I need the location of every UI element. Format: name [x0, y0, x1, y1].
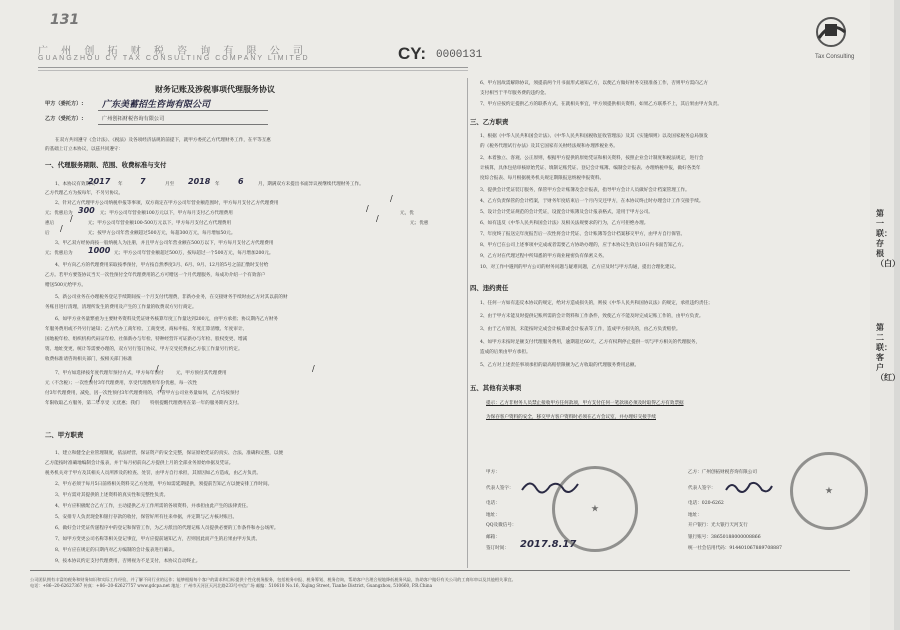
sig-a-date-handwritten: 2017.8.17 — [520, 539, 577, 550]
clause-4-1: 1、任何一方如有违反本协议的规定，给对方造成损失的，则按《中华人民共和国协议法》的规定，承担违约责任； — [480, 301, 713, 306]
footer-company-description: 公司团队拥有丰富的税务和财务知识和实际工作经验，并了解不同行业的运作；能够根据每个客户的需求和目标提供个性化税务服务，包括税务申报、税务筹划、税务咨询，帮助客户合理合规地降低税务风险，协助客户做好有关公司的工商年审以及其他相关事宜。 — [30, 577, 516, 582]
clause-1-3-c: 元；甲方公司年营业额超过500万，按每超过一个500万元，每月增加200元。 — [114, 251, 274, 256]
party-b-company-seal: ★ — [790, 452, 868, 530]
clause-3-2: 2、本着独立、客观、公正原则，根据甲方提供的原始凭证和相关资料，按照企业会计制度和税法规定，进行会 — [480, 156, 704, 161]
clause-1-2-e: 惠后 — [45, 221, 55, 226]
serial-number: 0000131 — [436, 49, 483, 61]
intro-line-1: 在双方共同遵守《会计法》、《税法》及各项经济法规的前提下，就甲方委托乙方代理财务工作，在平等互惠 — [55, 138, 271, 143]
clause-1-1-b: 年 — [118, 182, 123, 187]
section-5-heading: 五、其他有关事项 — [470, 384, 522, 392]
notice-payment: 提示：乙方非财务人员禁止接收甲方任何款项，甲方支付任何一笔款项必须及时取得乙方有效票据 — [486, 401, 684, 406]
clause-4-4-b: 造成的后果由甲方承担。 — [480, 350, 531, 355]
check-mark: / — [312, 364, 315, 373]
party-b-label: 乙方（受托方）: — [45, 116, 84, 122]
sig-a-qq-label: QQ及微信号： — [486, 523, 517, 528]
clause-2-6: 6、做好会计凭证传递程序中的登记和保管工作，为乙方派出的代理记账人员提供必要的工作条件和办公场所。 — [55, 526, 279, 531]
check-mark: / — [390, 194, 393, 203]
clause-3-9: 9、乙方对在代理过程中所知悉的甲方商业秘密负有保密义务。 — [480, 254, 607, 259]
sig-b-addr-label: 地址： — [688, 513, 702, 518]
copy-designation-strip — [870, 0, 900, 630]
party-a-company-seal: ★ — [552, 466, 638, 552]
clause-1-5-a: 5、新公司业务在办理税务登记手续期间按一个月支付代理费，非新办业务，在交接财务手续时由乙方对其以前的财 — [55, 295, 288, 300]
clause-3-3: 3、提供会计凭证装订服务，保管甲方会计账簿及会计报表，指导甲方会计人员做好会计档案管理工作。 — [480, 188, 690, 193]
sig-b-rep-label: 代表人签字： — [688, 486, 716, 491]
clause-1-1-f: 乙方代理乙方为按每年，不另另协议。 — [45, 191, 124, 196]
header-divider-2 — [38, 70, 468, 71]
clause-1-3-b: 元；优惠后为 — [45, 251, 73, 256]
company-name-cn: 广 州 创 拓 财 税 咨 询 有 限 公 司 — [38, 46, 308, 57]
clause-1-7-e: 元优惠；我们 — [112, 401, 140, 406]
footer-contact: 电话：+86--20-62627367 传真：+86--20-62627757 www.gdcpa.net 地址：广州市天河区天河北路233号中信广场 邮编：510610 No.16, Xujing Street, Tianhe District, Guangzhou, 510660, P.R.China — [30, 583, 433, 588]
clause-ctd-6: 6、甲方因故需解除协议，须提前两个月书面形式通知乙方，以便乙方做好财务交接准备工作，否则甲方需向乙方 — [480, 81, 709, 86]
clause-1-1-d: 年 — [215, 182, 220, 187]
clause-1-4-b: 乙方。若甲方要签协议当天一次性预付全年代理费用的乙方可赠送一个月代理服务，每成功介绍一个有效客户 — [45, 273, 266, 278]
sig-a-addr-label: 地址： — [486, 513, 500, 518]
clause-2-1: 1、建立和健全企业管理制度，依法经营，保证资产的安全完整，保证原始凭证的真实、合法、准确和完整，以便 — [55, 451, 284, 456]
section-2-heading: 二、甲方职责 — [45, 431, 84, 439]
company-name-en: GUANGZHOU CY TAX CONSULTING COMPANY LIMITED — [38, 55, 310, 62]
clause-1-7-a: 7、甲方如选择按年度代理年预付方式，甲方每年预付 — [55, 371, 164, 376]
clause-1-4-c: 赠送500元给甲方。 — [45, 283, 86, 288]
sig-a-date-label: 签订时间： — [486, 546, 509, 551]
footer — [30, 577, 850, 589]
clause-1-2-d: 元，优 — [400, 211, 414, 216]
clause-1-2-h: 后 — [45, 231, 50, 236]
clause-1-5-b: 务账目进行清理，清理所发生的费用及产生的工作量的收费双方另行商定。 — [45, 305, 197, 310]
clause-1-3-a: 3、甲乙双方经协商按一般纳税人为注册，并且甲方公司年营业额在500万以下，甲方每月支付乙方代理费用 — [55, 241, 274, 246]
check-mark: / — [376, 214, 379, 223]
sig-b-account: 银行账号：38650188000008866 — [688, 535, 761, 540]
clause-1-1-e: 月，期满双方未提出书面异议视继续代理财务工作。 — [258, 182, 364, 187]
clause-2-4: 4、甲方应积极配合乙方工作，主动提供乙方工作所需的各项资料，并承担由此产生的法律责任。 — [55, 504, 251, 509]
clause-3-4: 4、乙方负责保管的会计档案，于财务年度结束后一个月内交还甲方，在本协议终止时办理会计工作交接手续。 — [480, 199, 704, 204]
clause-4-2: 2、由于甲方未能及时提供记账所需的会计资料和工作条件，致使乙方不能及时完成记账工作的，由甲方负责。 — [480, 314, 704, 319]
clause-3-2-b: 计核算，具体包括审核原始凭证、填制记账凭证、登记会计账簿、编制会计报表、办理纳税申报，做好各类年 — [480, 166, 701, 171]
end-month-handwritten: 6 — [238, 177, 244, 186]
clause-1-7-b: 元（不含税）；一次性预付3年代理费用，享受代理费用年份优惠，每一次性 — [45, 381, 198, 386]
check-mark: / — [366, 204, 369, 213]
intro-line-2: 的基础上订立本协议，以兹共同遵守： — [45, 147, 124, 152]
check-mark: / — [160, 384, 163, 393]
clause-3-1-b: 的《税务代理试行办法》及其它国家有关财经法规和办理涉税业务。 — [480, 144, 618, 149]
party-a-value: 广东美蓄招生咨询有限公司 — [102, 100, 211, 110]
check-mark: / — [98, 394, 101, 403]
fee-handwritten: 1000 — [88, 246, 111, 255]
clause-3-10: 10、对工作中遇到的甲方公司的财务问题与疑难问题，乙方应及时与甲方沟通，提出合理化建议。 — [480, 265, 679, 270]
sig-b-tel: 电话：020-6262 — [688, 501, 724, 506]
clause-4-3: 3、由于乙方原因，未能按时完成会计核算或会计报表等工作，造成甲方损失的，由乙方负责赔偿。 — [480, 327, 681, 332]
section-4-heading: 四、违约责任 — [470, 284, 509, 292]
clause-1-2-c: 元；甲方公司年营业额100万元以下，甲方每月支付乙方代理费用 — [100, 211, 233, 216]
start-year-handwritten: 2017 — [88, 177, 111, 186]
clause-2-2: 2、甲方必须于每月5日前将相关资料交乙方处理，甲方如需延期提供，须提前告知乙方以便安排工作时间。 — [55, 482, 273, 487]
party-b-signature-icon — [724, 478, 774, 498]
clause-1-2-i: 元；按甲方公司年营业额超过500万元，每超300万元，每月增加50元。 — [88, 231, 236, 236]
clause-1-1-c: 月至 — [165, 182, 175, 187]
clause-3-6: 6、如有违反《中华人民共和国会计法》及相关法规要求的行为，乙方可拒绝办理。 — [480, 221, 649, 226]
start-month-handwritten: 7 — [140, 177, 146, 186]
clause-1-7-d: 年限收取乙方服务，第二年享受 — [45, 401, 110, 406]
clause-3-2-c: 度综合报表、每月根据税务机关规定期限报送纳税申报资料。 — [480, 176, 605, 181]
party-a-underline — [98, 110, 268, 111]
column-divider — [467, 78, 468, 568]
clause-1-6-d: 资、地址变更、统计等需要办理的，双方另行签订协议，甲方交受托费由乙方依工作量另行约定。 — [45, 347, 243, 352]
header-divider — [38, 67, 468, 68]
clause-1-2-g: 元；优惠 — [410, 221, 429, 226]
check-mark: / — [156, 364, 159, 373]
sig-b-credit-code: 统一社会信用代码：914401067889708887 — [688, 546, 782, 551]
sig-a-tel-label: 电话： — [486, 501, 500, 506]
clause-1-7-f: 特别提醒代理费用在第一年的服务期内支付。 — [150, 401, 242, 406]
clause-1-7-c: 付3年代理费用，减免，因一次性预付3年代理费用的，不管甲方公司业务量如何，乙方均按预付 — [45, 391, 240, 396]
party-b-value: 广州创拓财税咨询有限公司 — [102, 116, 165, 122]
clause-1-4-a: 4、甲方向乙方的代理费用采取按季预付，甲方按自然季度3月、6月、9月、12月的5号之前汇缴时支付给 — [55, 263, 269, 268]
clause-3-1: 1、根据《中华人民共和国会计法》、《中华人民共和国税收征收管理法》及其《实施细则》以及国家税务总局颁发 — [480, 134, 709, 139]
check-mark: / — [90, 374, 93, 383]
clause-2-1-c: 税务机关对于甲方及其相关人员所涉及的检查、处罚，由甲方自行承担，其原因如乙方造成，由乙方负责。 — [45, 471, 261, 476]
clause-1-6-a: 6、如甲方业务量繁重为主要财务资料及凭证财务核算年度工作量达到200元，由甲方承担；协议期内乙方财务 — [55, 317, 279, 322]
footer-divider — [30, 570, 850, 571]
corner-handwritten-mark: 131 — [50, 12, 80, 28]
copy-label-stub: 第一联：存根（白） — [876, 208, 900, 268]
contract-title: 财务记账及涉税事项代理服务协议 — [155, 84, 275, 94]
fee-handwritten: 300 — [78, 206, 95, 215]
clause-1-6-b: 年服务费用或不外另行通知；乙方代办工商年检、工商变更、商标申报、年度汇算清缴、年度审计、 — [45, 327, 248, 332]
sig-a-rep-label: 代表人签字： — [486, 486, 514, 491]
party-a-label: 甲方（委托方）: — [45, 101, 84, 107]
clause-2-3: 3、甲方需对其提供的上述资料的真实性和完整性负责。 — [55, 493, 169, 498]
section-1-heading: 一、代理服务期限、范围、收费标准与支付 — [45, 161, 167, 169]
clause-1-1-a: 1、本协议有效期从 — [55, 182, 95, 187]
check-mark: / — [60, 224, 63, 233]
party-b-underline — [98, 124, 268, 125]
clause-1-2-b: 元；优惠后为 — [45, 211, 73, 216]
end-year-handwritten: 2018 — [188, 177, 211, 186]
sig-b-label: 乙方：广州创拓财税咨询有限公司 — [688, 470, 757, 475]
cy-label: CY: — [398, 44, 427, 63]
clause-2-8: 8、甲方应在规定的日期内对乙方编制的会计报表进行确认。 — [55, 548, 178, 553]
clause-1-6-c: 国地税年检、组织机构代码证年检、社保新办与年检、特种经营许可证新办与年检、股权变更、增减 — [45, 337, 248, 342]
clause-2-5: 5、安排专人负责现金和银行存款的收付，保管好所有往来单据，并定期与乙方核对账目。 — [55, 515, 238, 520]
clause-ctd-6b: 支付相当于半年服务费的违约金。 — [480, 91, 549, 96]
clause-1-2-f: 元；甲方公司年营业额100-500万元以下，甲方每月支付乙方代理费用 — [88, 221, 232, 226]
notice-data-handover: 为保存客户资料的安全，移交甲方客户资料时必须在乙方会议室，并办理好交接手续 — [486, 415, 656, 420]
clause-2-9: 9、按本协议约定支付代理费用，否则视为不足支付，本协议自动终止。 — [55, 559, 201, 564]
logo-tagline: Tax Consulting — [815, 54, 855, 60]
copy-label-client: 第二联：客户（红） — [876, 322, 900, 382]
sig-a-label: 甲方： — [486, 470, 500, 475]
check-mark: / — [70, 214, 73, 223]
clause-2-7: 7、如甲方变更公司名称等相关登记事宜，甲方应提前通知乙方，否则因此而产生的后果由甲方负责。 — [55, 537, 261, 542]
sig-a-email-label: 邮箱： — [486, 535, 500, 540]
clause-3-8: 8、甲方已在公司上述事项中完成或者需要乙方协助办理的，应于本协议生效后10日内书面告知乙方。 — [480, 243, 687, 248]
clause-1-7-fee: 元，甲方预付其代理费用 — [176, 371, 227, 376]
clause-1-2-a: 2、针对乙方代理甲方公司纳税申报等事项，双方商定在甲方公司年营业额范围时，甲方每月支付乙方代理费用 — [55, 201, 279, 206]
clause-1-6-e: 收费标准请咨询相关部门，按相关部门标准 — [45, 357, 133, 362]
clause-3-7: 7、年度终了报送完年度报告后一次性将会计凭证、会计账簿等会计档案移交甲方，由甲方自行保管。 — [480, 232, 686, 237]
clause-4-5: 5、乙方对上述责任事项承担的最高赔偿限额为乙方收取的代理服务费用总额。 — [480, 363, 640, 368]
clause-3-5: 5、设计会计凭证规范的会计凭证，设置会计账簿及会计报表格式，适用于甲方公司。 — [480, 210, 653, 215]
clause-2-1-b: 乙方能按时准确地编制会计报表，并于每月初前向乙方提供上月的全部业务原始单据及凭证。 — [45, 461, 234, 466]
clause-4-4: 4、如甲方未按时足额支付代理服务费用，逾期超过60天，乙方有权利停止提供一切与甲方相关的代理服务， — [480, 340, 701, 345]
clause-ctd-7: 7、甲方应按约定提供乙方的联系方式，在就相关事宜，甲方须提供相关资料，如果乙方联系不上，其后果由甲方负责。 — [480, 102, 722, 107]
section-3-heading: 三、乙方职责 — [470, 118, 509, 126]
sig-b-bank: 开户银行：光大银行天河支行 — [688, 523, 748, 528]
